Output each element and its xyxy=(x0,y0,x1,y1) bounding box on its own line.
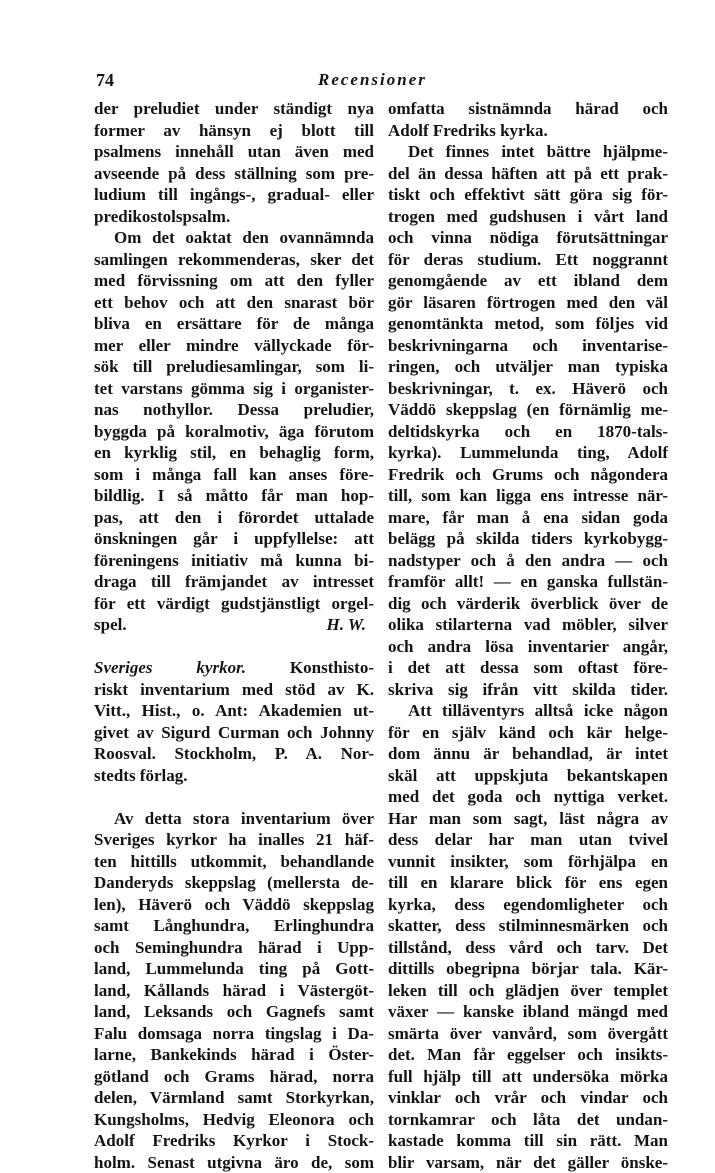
text-line: tiskt och effektivt sätt göra sig för- xyxy=(388,184,668,206)
text-line: Väddö skeppslag (en förnämlig me- xyxy=(388,399,668,421)
text-line: leken till och glädjen över templet xyxy=(388,980,668,1002)
text-line: Fredrik och Grums och någondera xyxy=(388,464,668,486)
right-column xyxy=(388,98,668,1173)
text-line: Kungsholms, Hedvig Eleonora och xyxy=(94,1109,374,1131)
text-line: och Seminghundra härad i Upp- xyxy=(94,937,374,959)
text-line: ten hittills utkommit, behandlande xyxy=(94,851,374,873)
text-line: givet av Sigurd Curman och Johnny xyxy=(94,722,374,744)
text-line: Adolf Fredriks Kyrkor i Stock- xyxy=(94,1130,374,1152)
text-line: psalmens innehåll utan även med xyxy=(94,141,374,163)
text-line: trogen med gudshusen i vårt land xyxy=(388,206,668,228)
text-line: för deras studium. Ett noggrannt xyxy=(388,249,668,271)
text-line: nas nothyllor. Dessa preludier, xyxy=(94,399,374,421)
text-line: Falu domsaga norra tingslag i Da- xyxy=(94,1023,374,1045)
text-line: dig och värderik överblick över de xyxy=(388,593,668,615)
text-line: Vitt., Hist., o. Ant: Akademien ut- xyxy=(94,700,374,722)
text-line: föreningens initiativ må kunna bi- xyxy=(94,550,374,572)
text-line: riskt inventarium med stöd av K. xyxy=(94,679,374,701)
text-line: mare, får man å ena sidan goda xyxy=(388,507,668,529)
text-line: Danderyds skeppslag (mellersta de- xyxy=(94,872,374,894)
review-title: Sveriges kyrkor. xyxy=(94,658,246,677)
text-line: Sveriges kyrkor ha inalles 21 häf- xyxy=(94,829,374,851)
text-line: larne, Bankekinds härad i Öster- xyxy=(94,1044,374,1066)
text-line: kastade komma till sin rätt. Man xyxy=(388,1130,668,1152)
text-line: ringen, och utväljer man typiska xyxy=(388,356,668,378)
text-line: för ett värdigt gudstjänstligt orgel- xyxy=(94,593,374,615)
text-line: smärta över vanvård, som övergått xyxy=(388,1023,668,1045)
text-line: Roosval. Stockholm, P. A. Nor- xyxy=(94,743,374,765)
running-head: Recensioner xyxy=(318,70,427,90)
text-line: kyrka). Lummelunda ting, Adolf xyxy=(388,442,668,464)
text-line: vinklar och vrår och vindar och xyxy=(388,1087,668,1109)
text-line: beskrivningar, t. ex. Häverö och xyxy=(388,378,668,400)
text-line: skäl att uppskjuta bekantskapen xyxy=(388,765,668,787)
text-line: gör läsaren förtrogen med den väl xyxy=(388,292,668,314)
text-line: der preludiet under ständigt nya xyxy=(94,98,374,120)
text-line: olika stilarterna vad möbler, silver xyxy=(388,614,668,636)
text-line: len), Häverö och Väddö skeppslag xyxy=(94,894,374,916)
text-line: bliva en ersättare för de många xyxy=(94,313,374,335)
text-line: kyrka, dess egendomligheter och xyxy=(388,894,668,916)
text-line: pas, att den i förordet uttalade xyxy=(94,507,374,529)
text-line: till, som kan ligga ens intresse när- xyxy=(388,485,668,507)
text-line: och vinna nödiga förutsättningar xyxy=(388,227,668,249)
text-line: stedts förlag. xyxy=(94,765,374,787)
text-line: mer eller mindre vällyckade för- xyxy=(94,335,374,357)
text-line: växer — kanske ibland mängd med xyxy=(388,1001,668,1023)
text-line: nadstyper och å den andra — och xyxy=(388,550,668,572)
review-heading-line xyxy=(94,657,374,679)
text-line: Det finnes intet bättre hjälpme- xyxy=(388,141,668,163)
text-line: bildlig. I så måtto får man hop- xyxy=(94,485,374,507)
text-line: som i många fall kan anses före- xyxy=(94,464,374,486)
text-line: land, Leksands och Gagnefs samt xyxy=(94,1001,374,1023)
signature-line xyxy=(94,614,374,636)
text-line: avseende på dess ställning som pre- xyxy=(94,163,374,185)
signature-line-text: spel. xyxy=(94,614,127,636)
text-line: och andra lösa inventarier angår, xyxy=(388,636,668,658)
text-line: vunnit insikter, som förhjälpa en xyxy=(388,851,668,873)
text-line: dess delar har man utan tvivel xyxy=(388,829,668,851)
text-line: blir varsam, när det gäller önske- xyxy=(388,1152,668,1173)
text-line: delen, Värmland samt Storkyrkan, xyxy=(94,1087,374,1109)
text-line: holm. Senast utgivna äro de, som xyxy=(94,1152,374,1173)
text-line: byggda på koralmotiv, äga förutom xyxy=(94,421,374,443)
text-line: draga till främjandet av intresset xyxy=(94,571,374,593)
text-line: tet varstans gömma sig i organister- xyxy=(94,378,374,400)
text-line: Att tilläventyrs alltså icke någon xyxy=(388,700,668,722)
text-line: Av detta stora inventarium över xyxy=(94,808,374,830)
page-header xyxy=(0,70,715,94)
text-line: en kyrklig stil, en behaglig form, xyxy=(94,442,374,464)
text-line: tornkamrar och låta det undan- xyxy=(388,1109,668,1131)
text-line: land, Lummelunda ting på Gott- xyxy=(94,958,374,980)
text-line: samt Långhundra, Erlinghundra xyxy=(94,915,374,937)
text-line: beskrivningarna och inventarise- xyxy=(388,335,668,357)
text-line: ett behov och att den snarast bör xyxy=(94,292,374,314)
text-line: i det att dessa som oftast före- xyxy=(388,657,668,679)
text-line: önskningen går i uppfyllelse: att xyxy=(94,528,374,550)
text-line: ludium till ingångs-, gradual- eller xyxy=(94,184,374,206)
left-column xyxy=(94,98,374,1173)
text-line: dittills obegripna börjar tala. Kär- xyxy=(388,958,668,980)
text-line: deltidskyrka och en 1870-tals- xyxy=(388,421,668,443)
text-line: tillstånd, dess vård och tarv. Det xyxy=(388,937,668,959)
text-line: götland och Grams härad, norra xyxy=(94,1066,374,1088)
text-line: Om det oaktat den ovannämnda xyxy=(94,227,374,249)
text-line: del än dessa häften att på ett prak- xyxy=(388,163,668,185)
text-line: former av hänsyn ej blott till xyxy=(94,120,374,142)
text-line: Adolf Fredriks kyrka. xyxy=(388,120,668,142)
text-line: dom ännu är behandlad, är intet xyxy=(388,743,668,765)
text-line: det. Man får eggelser och insikts- xyxy=(388,1044,668,1066)
text-line: skriva sig ifrån vitt skilda tider. xyxy=(388,679,668,701)
text-line: genomtänkta metod, som följes vid xyxy=(388,313,668,335)
reviewer-signature: H. W. xyxy=(326,614,366,636)
text-line: belägg på skilda tiders kyrkobygg- xyxy=(388,528,668,550)
text-line: omfatta sistnämnda härad och xyxy=(388,98,668,120)
text-line: med förvissning om att den fyller xyxy=(94,270,374,292)
page-number: 74 xyxy=(96,70,114,91)
text-line: predikostolspsalm. xyxy=(94,206,374,228)
text-line: skatter, dess stilminnesmärken och xyxy=(388,915,668,937)
text-line: sök till preludiesamlingar, som li- xyxy=(94,356,374,378)
text-line: samlingen rekommenderas, sker det xyxy=(94,249,374,271)
text-line: med det goda och nyttiga verket. xyxy=(388,786,668,808)
text-line: genomgående av ett ibland dem xyxy=(388,270,668,292)
text-line: till en klarare blick för ens egen xyxy=(388,872,668,894)
text-line: full hjälp till att undersöka mörka xyxy=(388,1066,668,1088)
text-line: Har man som sagt, läst några av xyxy=(388,808,668,830)
review-heading-text: Konsthisto- xyxy=(246,658,374,677)
text-line: land, Kållands härad i Västergöt- xyxy=(94,980,374,1002)
text-line: framför allt! — en ganska fullstän- xyxy=(388,571,668,593)
text-line: för en själv känd och kär helge- xyxy=(388,722,668,744)
